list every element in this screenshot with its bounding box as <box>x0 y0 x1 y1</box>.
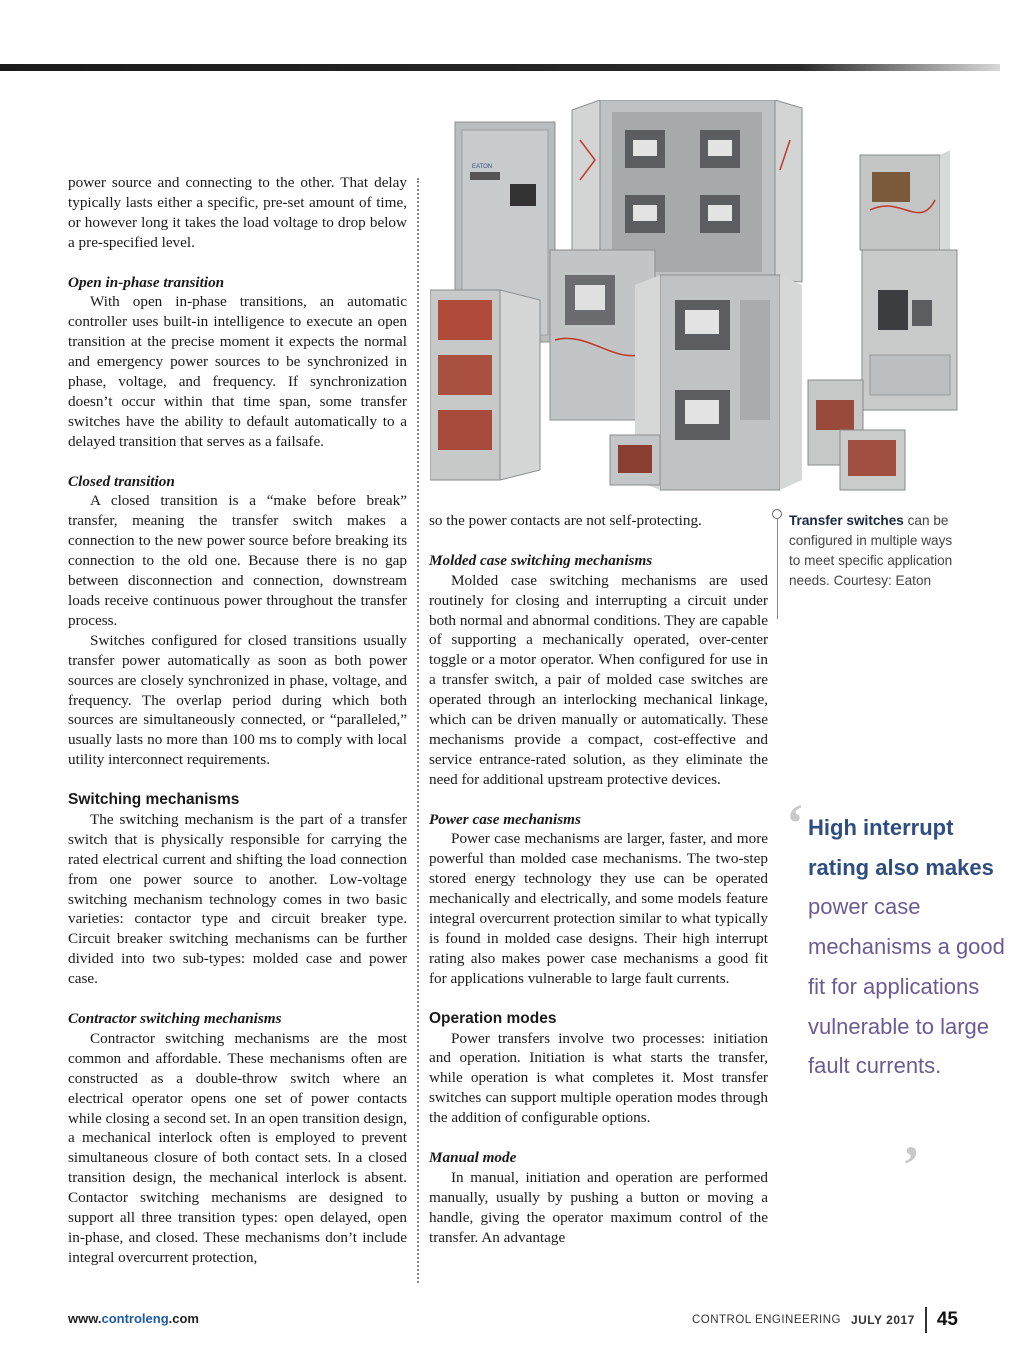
caption-leader-line <box>777 519 778 619</box>
url-brand: controleng <box>101 1311 169 1326</box>
issue-date: JULY 2017 <box>850 1313 915 1327</box>
section-heading-switching: Switching mechanisms <box>68 791 240 809</box>
transfer-switches-photo <box>430 100 960 498</box>
subhead-manual-mode: Manual mode <box>429 1148 517 1166</box>
folio-divider <box>925 1307 927 1333</box>
pull-quote-bold: High interrupt rating also makes <box>808 815 994 880</box>
body-paragraph: A closed transition is a “make before break” transfer, meaning the transfer switch makes a connection to the new power source before breaking its connection to the old one. Because there is no gap between disconnection and connection, downstream loads receive continuous power throughout the transfer process. <box>68 492 407 629</box>
pull-quote <box>808 808 1018 1086</box>
body-paragraph: so the power contacts are not self-protecting. <box>429 512 702 529</box>
body-paragraph: Power transfers involve two processes: initiation and operation. Initiation is what starts the transfer, while operation is what completes it. Most transfer switches can support multiple operation modes through the addition of configurable options. <box>429 1029 768 1127</box>
magazine-name: CONTROL ENGINEERING <box>691 1314 841 1326</box>
article-column-right <box>429 511 768 1247</box>
cabinet-brand-label: EATON <box>472 164 493 170</box>
pull-quote-text: power case mechanisms a good fit for applications vulnerable to large fault currents. <box>808 894 1005 1079</box>
photo-caption <box>789 511 964 591</box>
subhead-open-inphase: Open in-phase transition <box>68 273 225 291</box>
subhead-power-case: Power case mechanisms <box>429 810 581 828</box>
subhead-contractor: Contractor switching mechanisms <box>68 1010 282 1027</box>
footer-url[interactable] <box>68 1311 199 1326</box>
body-paragraph: Contractor switching mechanisms are the most common and affordable. These mechanisms often are constructed as a double-throw switch where an electrical operator opens one set of power contacts while closing a second set. In an open transition design, a mechanical interlock often is employed to prevent simultaneous closure of both contact sets. In a closed transition design, the mechanical interlock is absent. Contactor switching mechanisms are designed to support all three transition types: open delayed, open in-phase, and closed. These mechanisms don’t include integral overcurrent protection, <box>68 1029 407 1266</box>
caption-text: can be configured in multiple ways to meet specific application needs. Courtesy: Eaton <box>789 513 953 588</box>
caption-pin-icon <box>772 509 782 519</box>
body-paragraph: Molded case switching mechanisms are used routinely for closing and interrupting a circuit under both normal and abnormal conditions. They are capable of supporting a mechanically operated, over-center toggle or a motor operator. When configured for use in a transfer switch, a pair of molded case switches are operated through an interlocking mechanical linkage, which can be driven manually or automatically. These mechanisms provide a compact, cost-effective and service entrance-rated solution, as they eliminate the need for additional upstream protective devices. <box>429 571 768 788</box>
caption-bold: Transfer switches <box>789 513 904 528</box>
header-rule <box>0 64 1000 71</box>
body-paragraph: power source and connecting to the other. That delay typically lasts either a specific, pre-set amount of time, or however long it takes the load voltage to drop below a pre-specified level. <box>68 174 407 251</box>
body-paragraph: The switching mechanism is the part of a transfer switch that is physically responsible for carrying the rated electrical current and shifting the load connection from one power source to another. Low-voltage switching mechanism technology comes in two basic varieties: contactor type and circuit breaker type. Circuit breaker switching mechanisms can be further divided into two sub-types: molded case and power case. <box>68 810 407 988</box>
close-quote-icon: ’ <box>902 1135 920 1195</box>
body-paragraph: In manual, initiation and operation are performed manually, usually by pushing a button or moving a handle, giving the operator maximum control of the transfer. An advantage <box>429 1168 768 1246</box>
column-divider <box>417 178 419 1283</box>
open-quote-icon: ‘ <box>786 793 804 853</box>
subhead-molded-case: Molded case switching mechanisms <box>429 551 653 569</box>
body-paragraph: With open in-phase transitions, an automatic controller uses built-in intelligence to execute an open transition at the precise moment it expects the normal and emergency power sources to be synchronized in phase, voltage, and frequency. If synchronization doesn’t occur within that time span, some transfer switches have the ability to default automatically to a delayed transition that serves as a failsafe. <box>68 293 407 450</box>
footer-folio <box>692 1307 958 1333</box>
page-number: 45 <box>936 1309 958 1330</box>
section-heading-operation: Operation modes <box>429 1009 557 1027</box>
url-prefix: www. <box>68 1311 102 1326</box>
url-suffix: .com <box>168 1311 199 1326</box>
article-column-left <box>68 173 407 1268</box>
body-paragraph: Switches configured for closed transitions usually transfer power automatically as soon as both power sources are closely synchronized in phase, voltage, and frequency. The overlap period during which both sources are simultaneously connected, or “paralleled,” usually lasts no more than 100 ms to comply with local utility interconnect requirements. <box>68 631 407 769</box>
body-paragraph: Power case mechanisms are larger, faster, and more powerful than molded case mechanisms. The two-step stored energy technology they use can be operated mechanically and electrically, and some models feature integral overcurrent protection similar to what typically is found in molded case designs. Their high interrupt rating also makes power case mechanisms a good fit for applications vulnerable to large fault currents. <box>429 830 768 987</box>
subhead-closed-transition: Closed transition <box>68 472 175 490</box>
